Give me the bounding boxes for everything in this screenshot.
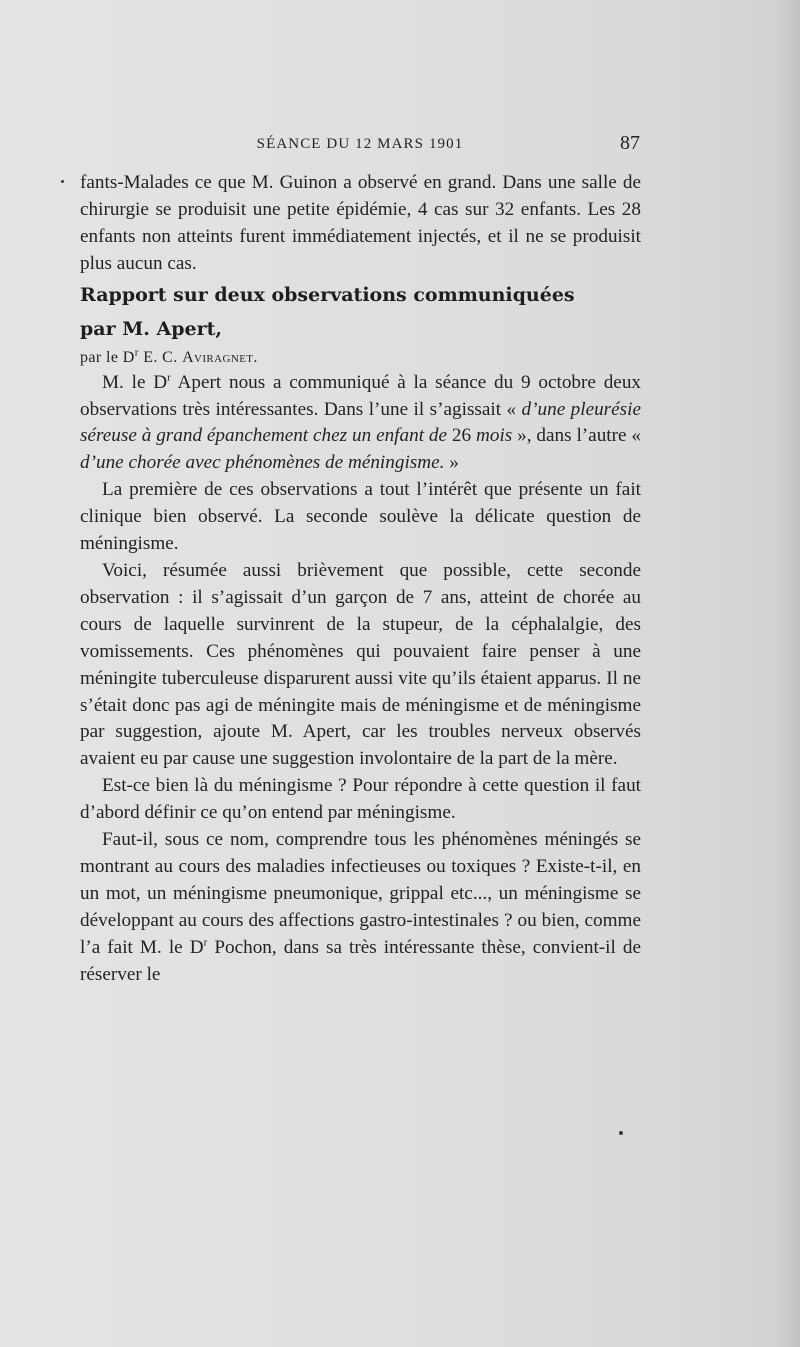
paragraph-4: Voici, résumée aussi brièvement que possible, cette seconde observation : il s’agissait d’un garçon de 7 ans, atteint de chorée au cours de laquelle survinrent de la stupeur, de la céphalalgie, des vomissements. Ces phénomènes qui pouvaient faire penser à une méningite tuberculeuse disparurent aussi vite qu’ils étaient apparus. Il ne s’était donc pas agi de méningite mais de méningisme et de méningisme par suggestion, ajoute M. Apert, car les troubles nerveux observés avaient eu par cause une suggestion involontaire de la part de la mère.	[80, 559, 641, 770]
ink-speck	[619, 1131, 623, 1135]
page-edge-shadow	[778, 0, 800, 1347]
para-2-text-3: », dans l’autre «	[512, 425, 642, 447]
byline-prefix: par le D	[80, 348, 135, 366]
para-6-text-2: Pochon, dans sa très intéressante thèse, convient-il de réserver le	[80, 936, 641, 985]
paragraph-6	[80, 827, 641, 988]
paragraph-3: La première de ces observations a tout l’intérêt que présente un fait clinique bien observé. La seconde soulève la délicate question de méningisme.	[80, 479, 641, 555]
page-number: 87	[620, 132, 640, 154]
para-2-text-2: 26	[447, 425, 476, 447]
para-6-text: Faut-il, sous ce nom, comprendre tous les phénomènes méningés se montrant au cours des maladies infectieuses ou toxiques ? Existe-t-il, en un mot, un méningisme pneumonique, grippal etc..., un méningisme se développant au cours des affections gastro-intestinales ? ou bien, comme l’a fait M. le D	[80, 829, 641, 958]
para-6-superscript: r	[203, 936, 208, 949]
running-header	[80, 132, 640, 156]
paragraph-intro	[80, 370, 641, 478]
para-2-italic-3: d’une chorée avec phénomènes de méningisme.	[80, 452, 445, 474]
paragraph-continued: fants-Malades ce que M. Guinon a observé en grand. Dans une salle de chirurgie se produisit une petite épidémie, 4 cas sur 32 enfants. Les 28 enfants non atteints furent immédiatement injectés, et il ne se produisit plus aucun cas.	[80, 172, 641, 274]
para-2-superscript: r	[167, 371, 171, 384]
para-2-italic-2: mois	[476, 425, 513, 447]
para-2-prefix: M. le D	[102, 371, 168, 393]
byline-superscript: r	[134, 346, 139, 359]
section-heading: Rapport sur deux observations communiquées	[80, 283, 575, 306]
body-text	[80, 170, 641, 988]
para-2-text: Apert nous a communiqué à la séance du 9 octobre deux observations très intéressantes. Dans l’une il s’agissait «	[80, 371, 642, 420]
ink-speck	[61, 180, 64, 183]
byline-initials: E. C.	[138, 348, 183, 366]
para-2-italic-1: d’une pleurésie séreuse à grand épanchement chez un enfant de	[80, 398, 641, 447]
byline-surname: Aviragnet.	[182, 348, 258, 366]
para-2-text-4: »	[444, 452, 459, 474]
running-title: SÉANCE DU 12 MARS 1901	[256, 136, 464, 152]
byline	[80, 346, 641, 370]
paragraph-5: Est-ce bien là du méningisme ? Pour répondre à cette question il faut d’abord définir ce qu’on entend par méningisme.	[80, 775, 641, 824]
section-heading-author: par M. Apert,	[80, 317, 222, 340]
